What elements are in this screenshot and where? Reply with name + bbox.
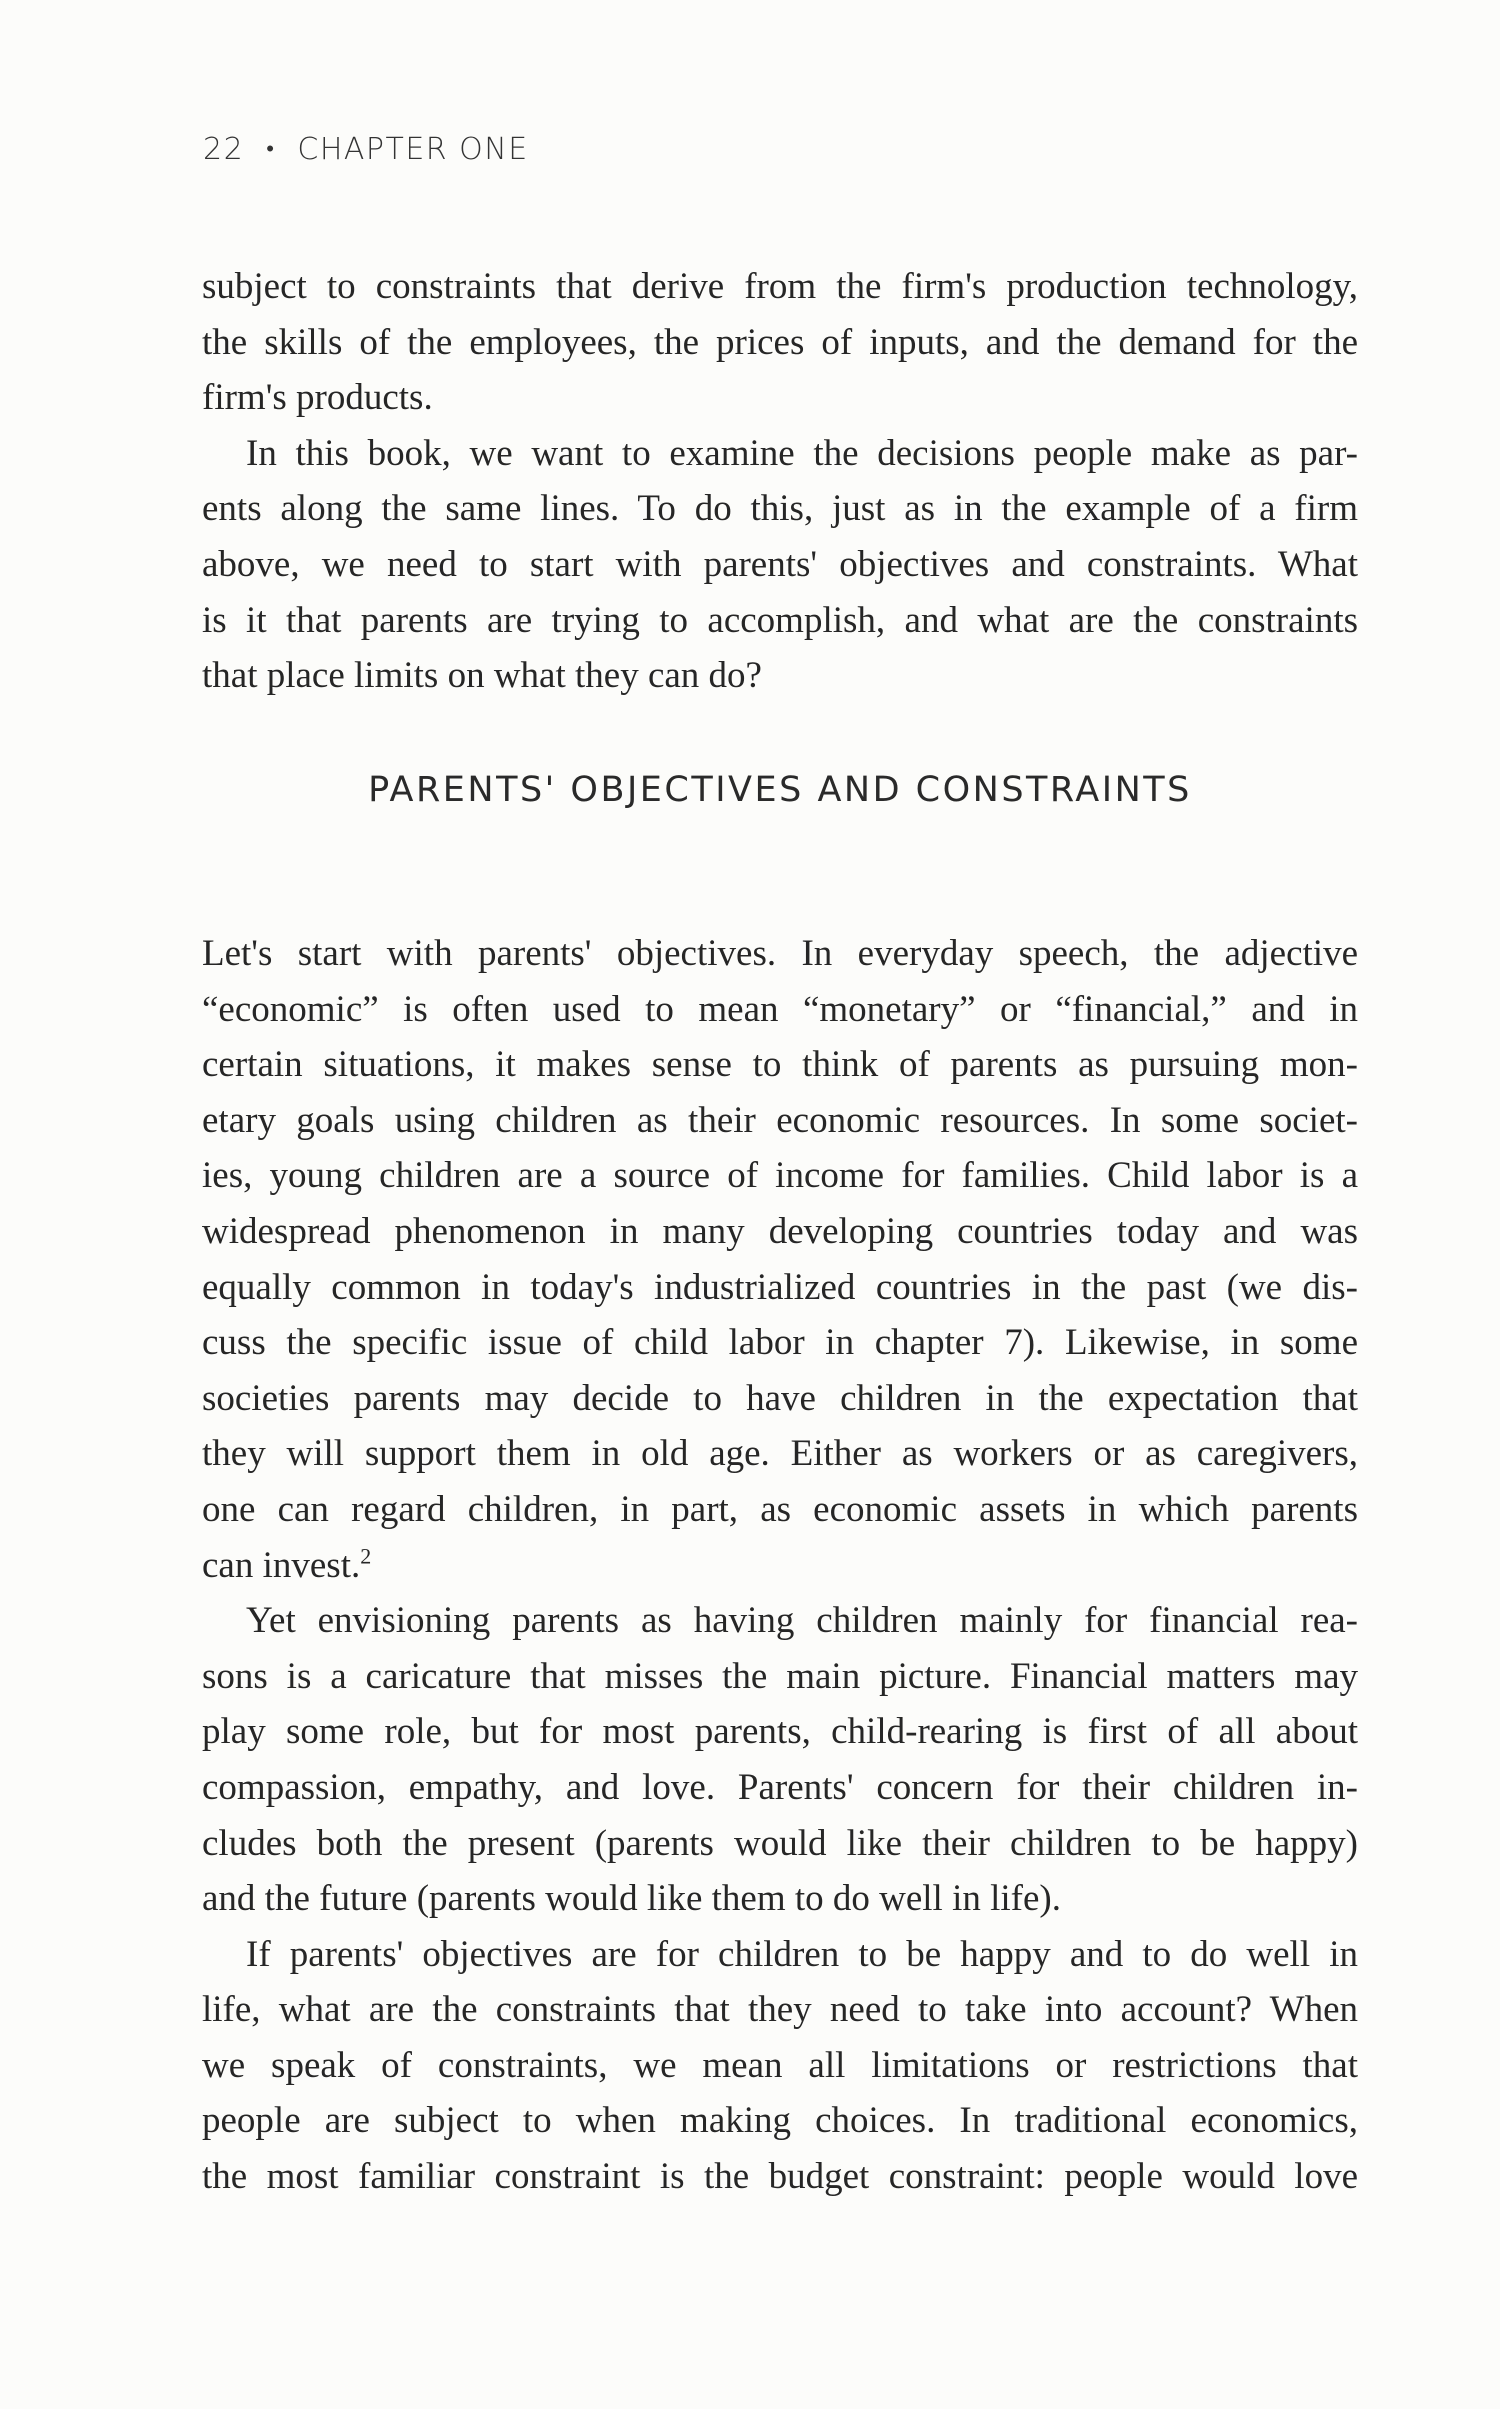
text-line: compassion, empathy, and love. Parents' concern for their children in-: [202, 1766, 1358, 1808]
text-line: Let's start with parents' objectives. In everyday speech, the adjective: [202, 933, 1358, 974]
paragraph: [202, 259, 1358, 426]
bullet-separator: •: [266, 137, 276, 162]
text-line: they will support them in old age. Either as workers or as caregivers,: [202, 1433, 1358, 1475]
text-line: ents along the same lines. To do this, just as in the example of a firm: [202, 488, 1358, 530]
text-line: we speak of constraints, we mean all limitations or restrictions that: [202, 2044, 1358, 2086]
text-line: cludes both the present (parents would like their children to be happy): [202, 1822, 1358, 1864]
text-line: widespread phenomenon in many developing countries today and was: [202, 1210, 1358, 1252]
text-line: play some role, but for most parents, child-rearing is first of all about: [202, 1711, 1358, 1753]
paragraph: [202, 426, 1358, 704]
chapter-title: CHAPTER ONE: [297, 132, 529, 167]
text-line: certain situations, it makes sense to think of parents as pursuing mon-: [202, 1044, 1358, 1086]
text-line: is it that parents are trying to accomplish, and what are the constraints: [202, 599, 1358, 641]
text-line: In this book, we want to examine the decisions people make as par-: [246, 432, 1358, 474]
paragraph: [202, 1927, 1358, 2205]
paragraph: [202, 926, 1358, 1593]
text-line: can invest.$^2$: [202, 1543, 372, 1586]
paragraph: [202, 1593, 1358, 1927]
text-line: firm's products.: [202, 377, 433, 419]
body-text-before-heading: [202, 259, 1358, 704]
running-head: [203, 132, 529, 167]
text-line: the skills of the employees, the prices of inputs, and the demand for the: [202, 321, 1358, 363]
text-line: above, we need to start with parents' objectives and constraints. What: [202, 543, 1358, 585]
text-line: sons is a caricature that misses the main picture. Financial matters may: [202, 1655, 1358, 1697]
text-line: equally common in today's industrialized countries in the past (we dis-: [202, 1266, 1358, 1308]
text-line: one can regard children, in part, as economic assets in which parents: [202, 1488, 1358, 1530]
text-line: ies, young children are a source of income for families. Child labor is a: [202, 1155, 1358, 1197]
footnote-marker[interactable]: 2: [360, 1543, 372, 1569]
text-line: “economic” is often used to mean “monetary” or “financial,” and in: [202, 988, 1358, 1030]
text-line: life, what are the constraints that they need to take into account? When: [202, 1989, 1358, 2031]
text-line: etary goals using children as their economic resources. In some societ-: [202, 1099, 1358, 1141]
text-line: that place limits on what they can do?: [202, 655, 762, 697]
page-number: 22: [203, 132, 245, 167]
text-line: subject to constraints that derive from the firm's production technology,: [202, 266, 1358, 307]
text-line: cuss the specific issue of child labor in chapter 7). Likewise, in some: [202, 1322, 1358, 1364]
text-line: and the future (parents would like them to do well in life).: [202, 1878, 1061, 1920]
text-line: If parents' objectives are for children to be happy and to do well in: [246, 1933, 1358, 1975]
text-line: Yet envisioning parents as having children mainly for financial rea-: [246, 1600, 1358, 1642]
text-line: societies parents may decide to have children in the expectation that: [202, 1377, 1358, 1419]
section-heading: PARENTS' OBJECTIVES AND CONSTRAINTS: [368, 770, 1192, 810]
body-text-after-heading: [202, 926, 1358, 2205]
text-line: people are subject to when making choices. In traditional economics,: [202, 2100, 1358, 2142]
text-line: the most familiar constraint is the budget constraint: people would love: [202, 2156, 1358, 2198]
